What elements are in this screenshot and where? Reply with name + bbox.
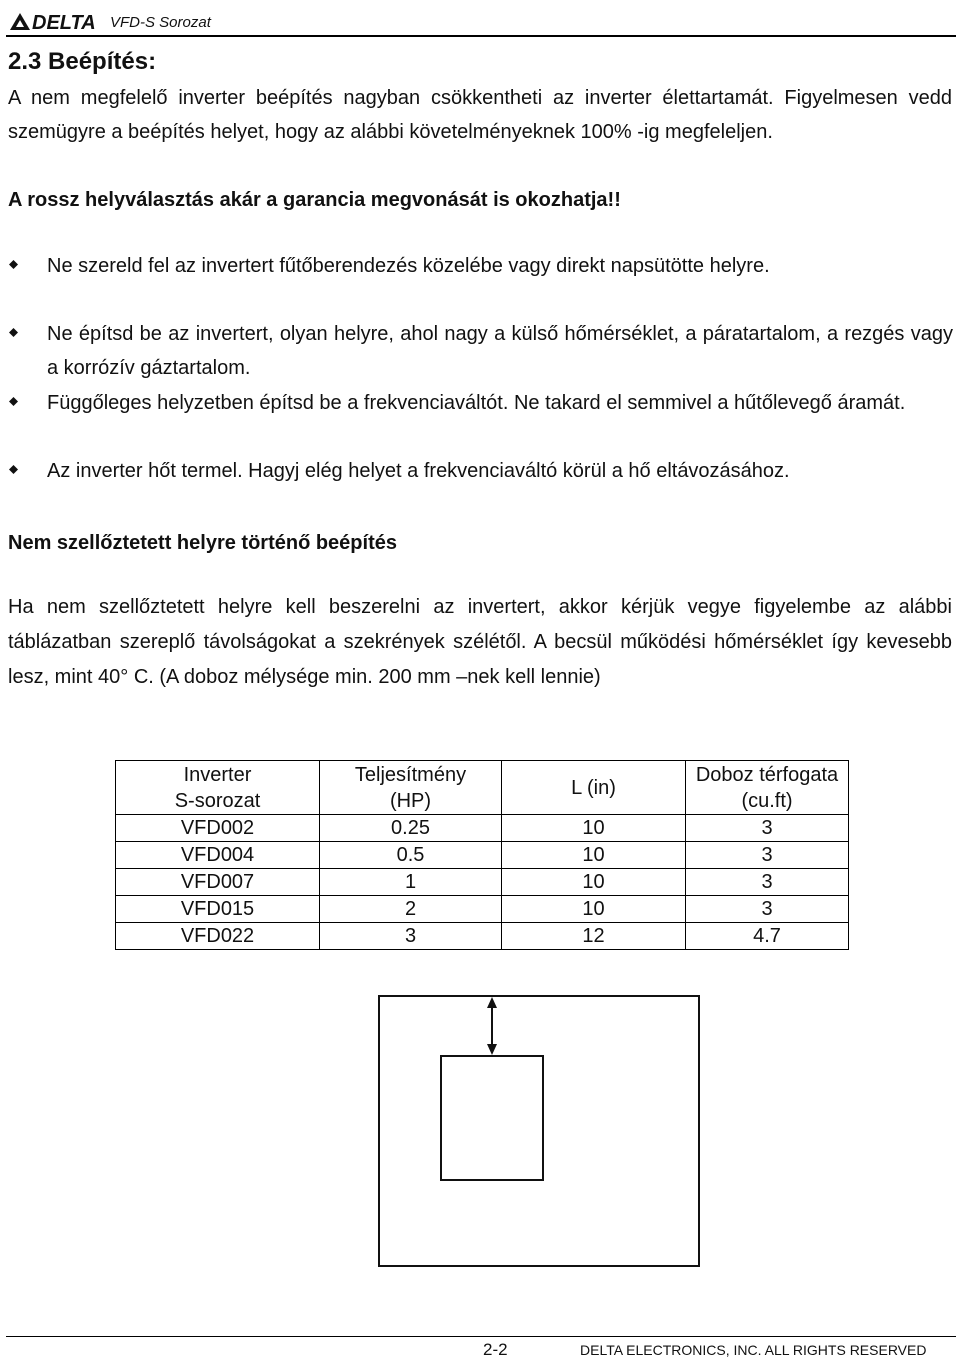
table-cell: 10 bbox=[502, 896, 686, 923]
header-title: VFD-S Sorozat bbox=[110, 14, 211, 31]
top-arrow-head-down bbox=[487, 1044, 497, 1055]
warning-text: A rossz helyválasztás akár a garancia megvonását is okozhatja!! bbox=[8, 189, 621, 211]
table-cell: 10 bbox=[502, 842, 686, 869]
header-rule bbox=[6, 35, 956, 37]
top-arrow-head-up bbox=[487, 997, 497, 1008]
table-cell: 0.25 bbox=[320, 815, 502, 842]
table-cell: VFD004 bbox=[116, 842, 320, 869]
table-cell: 3 bbox=[686, 815, 849, 842]
clearance-diagram bbox=[370, 990, 710, 1320]
table-cell: 4.7 bbox=[686, 923, 849, 950]
section-title: 2.3 Beépítés: bbox=[8, 48, 157, 75]
table-row bbox=[116, 869, 849, 896]
table-cell: VFD022 bbox=[116, 923, 320, 950]
header-cell: L (in) bbox=[502, 761, 686, 815]
table-row bbox=[116, 815, 849, 842]
table-row bbox=[116, 842, 849, 869]
table-cell: 3 bbox=[686, 869, 849, 896]
header-cell: Teljesítmény (HP) bbox=[320, 761, 502, 815]
table-cell: 2 bbox=[320, 896, 502, 923]
table-row bbox=[116, 923, 849, 950]
intro-paragraph: A nem megfelelő inverter beépítés nagyban csökkentheti az inverter élettartamát. Figyelmesen vedd szemügyre a beépítés helyet, hogy az alábbi követelményeknek 100% -ig megfeleljen. bbox=[8, 87, 952, 143]
bullet-item: Az inverter hőt termel. Hagyj elég helyet a frekvenciaváltó körül a hő eltávozásához. bbox=[47, 460, 790, 482]
diamond-bullet-icon bbox=[9, 260, 18, 269]
table-cell: 12 bbox=[502, 923, 686, 950]
header-cell: Doboz térfogata (cu.ft) bbox=[686, 761, 849, 815]
subsection-paragraph: Ha nem szellőztetett helyre kell beszerelni az invertert, akkor kérjük vegye figyelembe az alábbi táblázatban szereplő távolságokat a szekrények szélétől. A becsül működési hőmérséklet így kevesebb lesz, mint 40° C. (A doboz mélysége min. 200 mm –nek kell lennie) bbox=[8, 596, 952, 688]
cabinet-outline bbox=[379, 996, 699, 1266]
table-cell: 10 bbox=[502, 815, 686, 842]
table-cell: 1 bbox=[320, 869, 502, 896]
table-cell: 10 bbox=[502, 869, 686, 896]
brand-text: DELTA bbox=[32, 12, 96, 32]
diamond-bullet-icon bbox=[9, 397, 18, 406]
table-header-row bbox=[116, 761, 849, 815]
table-cell: VFD007 bbox=[116, 869, 320, 896]
footer-rule bbox=[6, 1336, 956, 1337]
table-cell: 3 bbox=[686, 896, 849, 923]
diamond-bullet-icon bbox=[9, 465, 18, 474]
clearance-table bbox=[115, 760, 849, 950]
page-number: 2-2 bbox=[483, 1340, 508, 1359]
table-cell: 3 bbox=[686, 842, 849, 869]
inverter-box bbox=[441, 1056, 543, 1180]
header-cell: Inverter S-sorozat bbox=[116, 761, 320, 815]
table-cell: 3 bbox=[320, 923, 502, 950]
bullet-item: Ne szereld fel az invertert fűtőberendezés közelébe vagy direkt napsütötte helyre. bbox=[47, 255, 770, 277]
table-cell: VFD015 bbox=[116, 896, 320, 923]
copyright-text: DELTA ELECTRONICS, INC. ALL RIGHTS RESERVED bbox=[580, 1342, 927, 1358]
subsection-title: Nem szellőztetett helyre történő beépítés bbox=[8, 532, 397, 554]
bullet-item: Függőleges helyzetben építsd be a frekvenciaváltót. Ne takard el semmivel a hűtőlevegő áramát. bbox=[47, 392, 906, 414]
delta-logo bbox=[8, 10, 108, 32]
diamond-bullet-icon bbox=[9, 328, 18, 337]
bullet-item: Ne építsd be az invertert, olyan helyre, ahol nagy a külső hőmérséklet, a páratartalom, a rezgés vagy a korrózív gáztartalom. bbox=[47, 323, 953, 379]
table-cell: VFD002 bbox=[116, 815, 320, 842]
table-row bbox=[116, 896, 849, 923]
table-cell: 0.5 bbox=[320, 842, 502, 869]
